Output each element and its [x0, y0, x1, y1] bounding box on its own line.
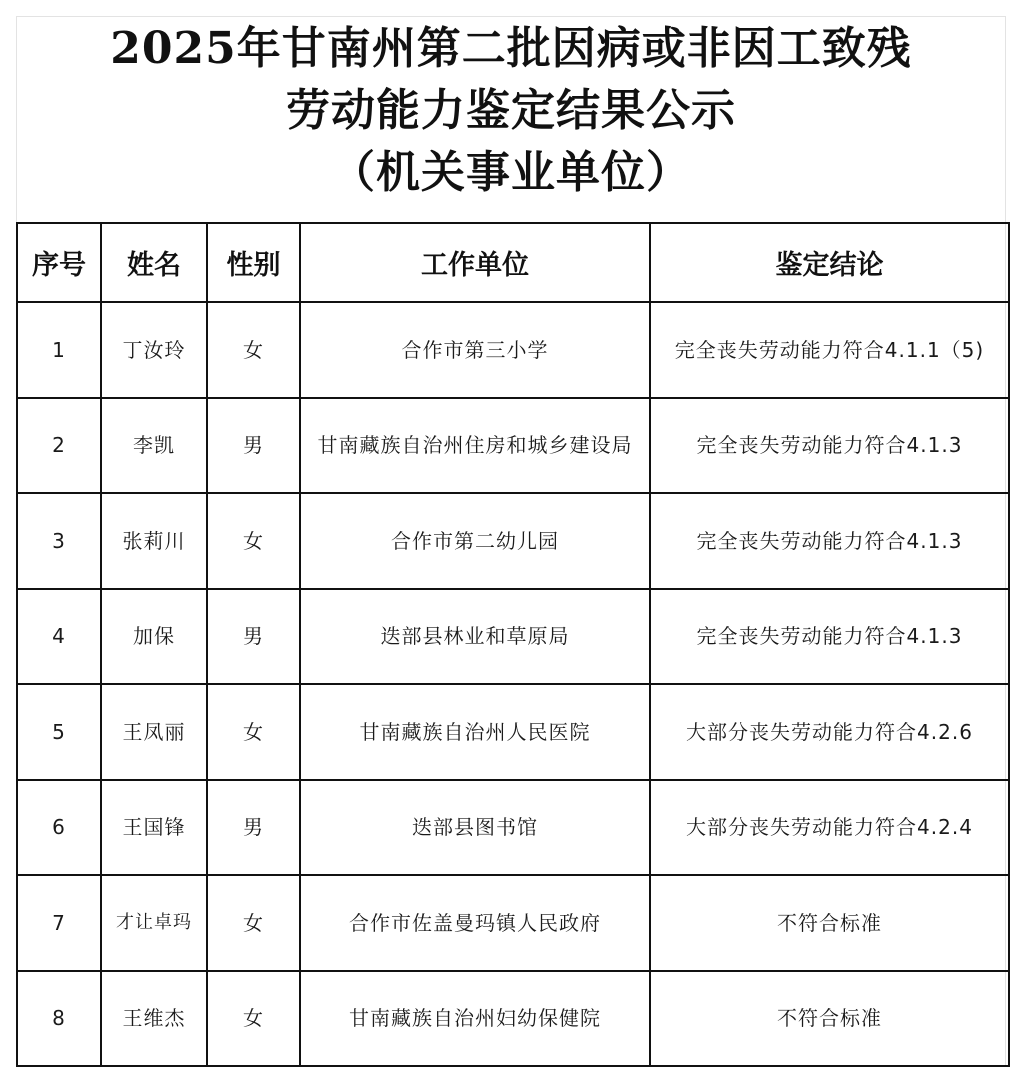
cell-seq: 3 [17, 493, 101, 589]
table-row [17, 875, 1009, 971]
cell-result: 大部分丧失劳动能力符合4.2.6 [650, 684, 1009, 780]
cell-unit: 合作市第三小学 [300, 302, 650, 398]
table-row [17, 780, 1009, 876]
cell-seq: 7 [17, 875, 101, 971]
cell-result: 完全丧失劳动能力符合4.1.1（5) [650, 302, 1009, 398]
cell-name: 王凤丽 [101, 684, 207, 780]
cell-unit: 迭部县林业和草原局 [300, 589, 650, 685]
cell-gender: 男 [207, 780, 300, 876]
table-row [17, 398, 1009, 494]
cell-seq: 8 [17, 971, 101, 1067]
cell-gender: 女 [207, 875, 300, 971]
table-row [17, 971, 1009, 1067]
cell-gender: 女 [207, 302, 300, 398]
cell-unit: 合作市佐盖曼玛镇人民政府 [300, 875, 650, 971]
table-row [17, 589, 1009, 685]
cell-name: 王维杰 [101, 971, 207, 1067]
header-name: 姓名 [101, 223, 207, 302]
cell-gender: 男 [207, 589, 300, 685]
cell-name: 加保 [101, 589, 207, 685]
cell-name: 才让卓玛 [101, 875, 207, 971]
cell-result: 完全丧失劳动能力符合4.1.3 [650, 398, 1009, 494]
title-line-3: （机关事业单位） [331, 147, 691, 198]
cell-name: 张莉川 [101, 493, 207, 589]
cell-seq: 2 [17, 398, 101, 494]
header-gender: 性别 [207, 223, 300, 302]
table-row [17, 493, 1009, 589]
cell-unit: 甘南藏族自治州妇幼保健院 [300, 971, 650, 1067]
cell-gender: 女 [207, 684, 300, 780]
cell-unit: 甘南藏族自治州住房和城乡建设局 [300, 398, 650, 494]
results-table [16, 222, 1010, 1067]
cell-seq: 5 [17, 684, 101, 780]
header-result: 鉴定结论 [650, 223, 1009, 302]
cell-unit: 甘南藏族自治州人民医院 [300, 684, 650, 780]
cell-name: 王国锋 [101, 780, 207, 876]
cell-gender: 男 [207, 398, 300, 494]
title-line-2: 劳动能力鉴定结果公示 [286, 85, 736, 136]
cell-seq: 6 [17, 780, 101, 876]
cell-seq: 4 [17, 589, 101, 685]
cell-gender: 女 [207, 493, 300, 589]
header-seq: 序号 [17, 223, 101, 302]
cell-unit: 合作市第二幼儿园 [300, 493, 650, 589]
table-row [17, 684, 1009, 780]
title-line-1: 2025年甘南州第二批因病或非因工致残 [110, 23, 912, 74]
document-title [16, 18, 1006, 222]
header-unit: 工作单位 [300, 223, 650, 302]
cell-seq: 1 [17, 302, 101, 398]
table-row [17, 302, 1009, 398]
cell-name: 李凯 [101, 398, 207, 494]
cell-gender: 女 [207, 971, 300, 1067]
cell-result: 完全丧失劳动能力符合4.1.3 [650, 493, 1009, 589]
cell-name: 丁汝玲 [101, 302, 207, 398]
header-row [17, 223, 1009, 302]
cell-result: 不符合标准 [650, 875, 1009, 971]
cell-result: 完全丧失劳动能力符合4.1.3 [650, 589, 1009, 685]
cell-result: 大部分丧失劳动能力符合4.2.4 [650, 780, 1009, 876]
cell-unit: 迭部县图书馆 [300, 780, 650, 876]
cell-result: 不符合标准 [650, 971, 1009, 1067]
